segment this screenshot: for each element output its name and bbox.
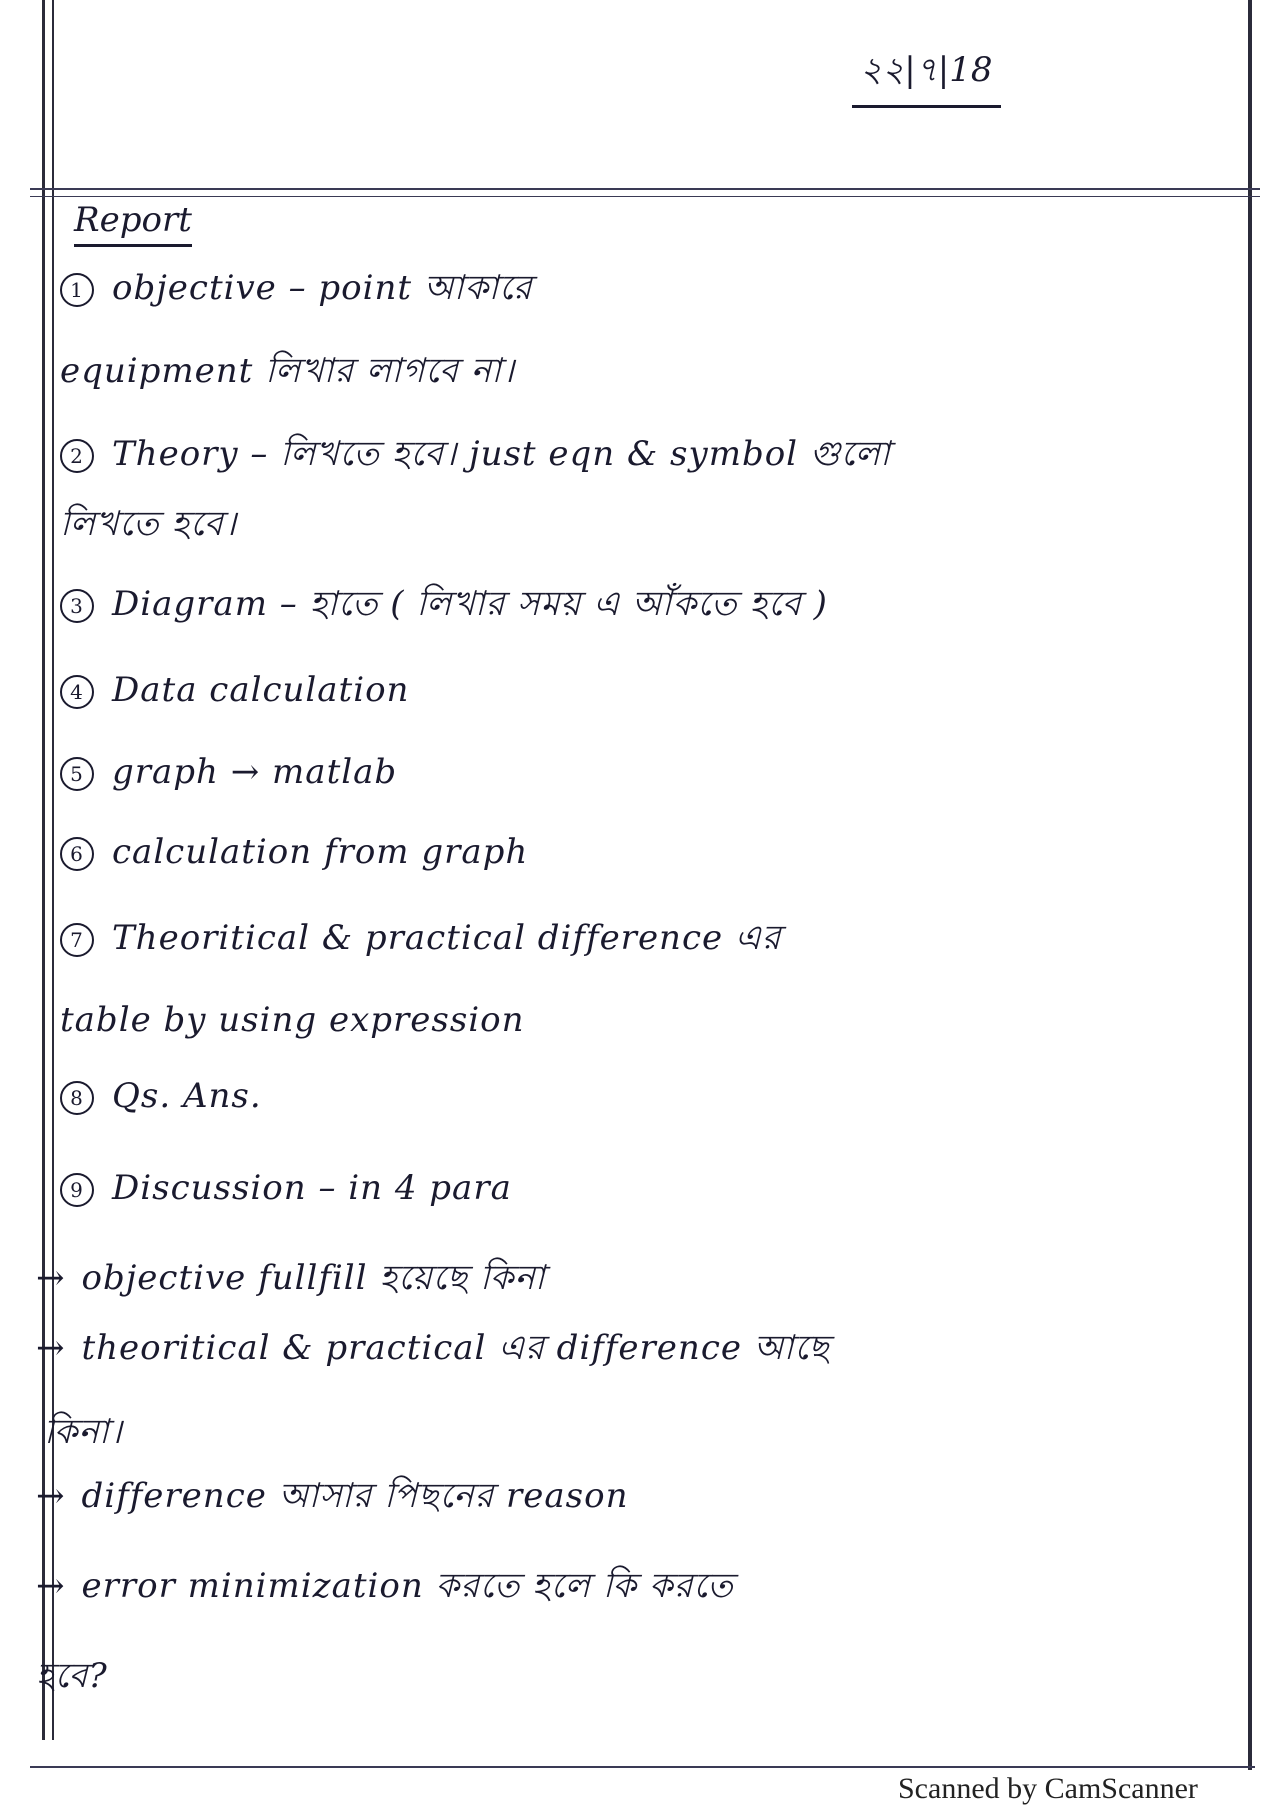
list-item	[60, 498, 237, 555]
list-item	[60, 912, 782, 969]
item-number: 8	[60, 1081, 94, 1115]
discussion-point	[36, 1650, 108, 1707]
item-text: objective – point আকারে	[112, 268, 533, 308]
scanner-watermark: Scanned by CamScanner	[898, 1772, 1198, 1805]
item-text: graph → matlab	[112, 752, 398, 792]
item-text: Theory – লিখতে হবে। just eqn & symbol গুলো	[112, 434, 891, 474]
list-item	[60, 832, 528, 872]
item-number: 3	[60, 589, 94, 623]
discussion-text: objective fullfill হয়েছে কিনা	[81, 1258, 546, 1298]
list-item	[60, 578, 828, 635]
discussion-point	[36, 1560, 734, 1617]
item-text: Theoritical & practical difference এর	[112, 918, 782, 958]
discussion-text: theoritical & practical এর difference আছে	[81, 1328, 830, 1368]
item-text: Data calculation	[112, 670, 410, 710]
discussion-point	[36, 1322, 830, 1379]
list-item	[60, 345, 515, 402]
item-number: 5	[60, 757, 94, 791]
list-item	[60, 1000, 525, 1040]
item-number: 2	[60, 439, 94, 473]
list-item	[60, 262, 533, 319]
item-number: 9	[60, 1173, 94, 1207]
discussion-point	[36, 1470, 629, 1527]
item-number: 6	[60, 837, 94, 871]
discussion-point	[44, 1406, 123, 1463]
arrow-icon: →	[36, 1476, 66, 1516]
item-text: Diagram – হাতে ( লিখার সময় এ আঁকতে হবে )	[112, 584, 828, 624]
margin-line-right	[1248, 0, 1252, 1770]
arrow-icon: →	[36, 1566, 66, 1606]
item-number: 1	[60, 273, 94, 307]
discussion-text: error minimization করতে হলে কি করতে	[81, 1566, 734, 1606]
arrow-icon: →	[36, 1328, 66, 1368]
header-rule-2	[30, 196, 1260, 197]
item-text: equipment লিখার লাগবে না।	[60, 351, 516, 391]
discussion-point	[36, 1252, 546, 1309]
page-heading: Report	[74, 200, 192, 247]
arrow-icon: →	[36, 1258, 66, 1298]
item-text: Qs. Ans.	[112, 1076, 262, 1116]
item-text: table by using expression	[60, 1000, 525, 1040]
footer-rule	[30, 1766, 1255, 1768]
item-text: calculation from graph	[112, 832, 529, 872]
list-item	[60, 670, 409, 710]
discussion-text: হবে?	[36, 1656, 108, 1696]
discussion-text: difference আসার পিছনের reason	[81, 1476, 629, 1516]
header-rule	[30, 188, 1260, 190]
item-number: 7	[60, 923, 94, 957]
list-item	[60, 1168, 512, 1208]
page-date: ২২|৭|18	[852, 44, 1001, 108]
list-item	[60, 428, 891, 485]
item-number: 4	[60, 675, 94, 709]
discussion-text: কিনা।	[44, 1412, 123, 1452]
item-text: Discussion – in 4 para	[112, 1168, 512, 1208]
list-item	[60, 1076, 262, 1116]
item-text: লিখতে হবে।	[60, 504, 237, 544]
list-item	[60, 752, 397, 792]
